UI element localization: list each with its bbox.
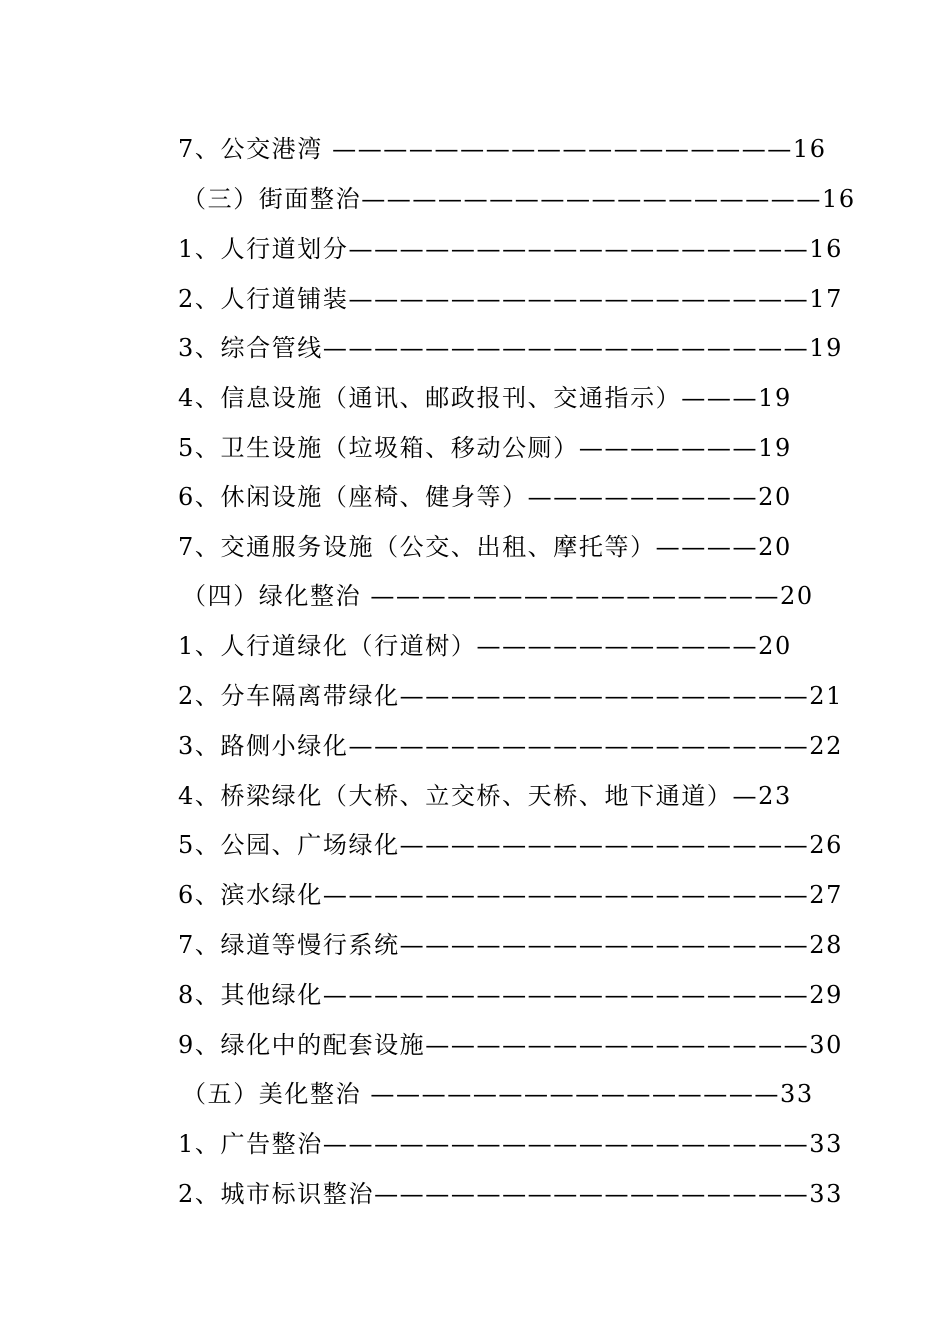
- toc-page-number: 17: [809, 285, 844, 313]
- toc-page-number: 23: [758, 782, 792, 810]
- toc-entry-title: 1、人行道划分: [178, 235, 349, 263]
- toc-page-number: 33: [780, 1080, 814, 1108]
- toc-leader: ———————: [578, 434, 759, 462]
- toc-section-heading[interactable]: [182, 184, 856, 214]
- toc-entry[interactable]: [178, 830, 843, 860]
- toc-leader: ———————————————————: [322, 881, 810, 909]
- toc-page-number: 16: [792, 135, 827, 163]
- toc-leader: ——————————————————: [348, 732, 810, 760]
- toc-page-number: 19: [809, 334, 844, 362]
- toc-leader: —————————: [527, 483, 759, 511]
- toc-leader: ————: [655, 533, 759, 561]
- toc-entry-title: 1、广告整治: [178, 1130, 323, 1158]
- toc-entry-title: 7、公交港湾: [178, 135, 323, 163]
- toc-entry[interactable]: [178, 532, 792, 562]
- toc-entry[interactable]: [178, 1030, 843, 1060]
- toc-entry[interactable]: [178, 383, 792, 413]
- toc-entry-title: 2、人行道铺装: [178, 285, 349, 313]
- toc-entry[interactable]: [178, 284, 843, 314]
- toc-page-number: 29: [809, 981, 844, 1009]
- toc-page-number: 20: [758, 632, 792, 660]
- toc-leader: ——————————————————: [322, 135, 793, 163]
- toc-page-number: 19: [758, 434, 792, 462]
- toc-page-number: 20: [758, 533, 792, 561]
- toc-page-number: 30: [809, 1031, 844, 1059]
- toc-section-heading[interactable]: [182, 1079, 814, 1109]
- toc-entry-title: （四）绿化整治: [182, 582, 362, 610]
- toc-entry-title: 9、绿化中的配套设施: [178, 1031, 426, 1059]
- toc-page-number: 28: [809, 931, 844, 959]
- toc-entry-title: 3、路侧小绿化: [178, 732, 349, 760]
- toc-entry-title: （三）街面整治: [182, 185, 362, 213]
- toc-page-number: 16: [822, 185, 856, 213]
- toc-entry[interactable]: [178, 333, 843, 363]
- toc-page-number: 33: [809, 1130, 844, 1158]
- toc-entry-title: 2、城市标识整治: [178, 1180, 375, 1208]
- toc-entry-title: 5、卫生设施（垃圾箱、移动公厕）: [178, 434, 579, 462]
- toc-leader: ——————————————————: [348, 235, 810, 263]
- toc-leader: ———: [681, 384, 759, 412]
- toc-leader: ———————————————: [425, 1031, 810, 1059]
- toc-entry-title: 2、分车隔离带绿化: [178, 682, 400, 710]
- toc-entry-title: 7、交通服务设施（公交、出租、摩托等）: [178, 533, 656, 561]
- toc-entry[interactable]: [178, 1129, 843, 1159]
- toc-entry[interactable]: [178, 134, 827, 164]
- toc-entry[interactable]: [178, 930, 843, 960]
- toc-leader: ————————————————: [361, 582, 781, 610]
- toc-leader: —————————————————: [374, 1180, 810, 1208]
- toc-page-number: 16: [809, 235, 844, 263]
- toc-leader: ————————————————: [399, 831, 810, 859]
- toc-leader: ———————————————————: [322, 981, 810, 1009]
- toc-page-number: 20: [758, 483, 792, 511]
- toc-page-number: 20: [780, 582, 814, 610]
- toc-entry[interactable]: [178, 482, 792, 512]
- toc-leader: ———————————————————: [322, 1130, 810, 1158]
- toc-entry-title: （五）美化整治: [182, 1080, 362, 1108]
- toc-leader: ——————————————————: [348, 285, 810, 313]
- toc-entry-title: 1、人行道绿化（行道树）: [178, 632, 477, 660]
- toc-page-number: 27: [809, 881, 844, 909]
- toc-leader: ———————————————————: [322, 334, 810, 362]
- toc-leader: ————————————————: [361, 1080, 781, 1108]
- toc-entry[interactable]: [178, 681, 843, 711]
- toc-leader: ————————————————: [399, 931, 810, 959]
- toc-entry-title: 5、公园、广场绿化: [178, 831, 400, 859]
- toc-entry-title: 4、桥梁绿化（大桥、立交桥、天桥、地下通道）: [178, 782, 733, 810]
- toc-leader: ———————————: [476, 632, 759, 660]
- toc-page-number: 26: [809, 831, 844, 859]
- toc-entry[interactable]: [178, 1179, 843, 1209]
- toc-entry[interactable]: [178, 781, 792, 811]
- toc-entry[interactable]: [178, 731, 843, 761]
- toc-entry-title: 7、绿道等慢行系统: [178, 931, 400, 959]
- toc-entry[interactable]: [178, 980, 843, 1010]
- toc-entry-title: 4、信息设施（通讯、邮政报刊、交通指示）: [178, 384, 682, 412]
- toc-leader: ————————————————: [399, 682, 810, 710]
- toc-page-number: 21: [809, 682, 844, 710]
- toc-entry-title: 6、休闲设施（座椅、健身等）: [178, 483, 528, 511]
- toc-entry-title: 6、滨水绿化: [178, 881, 323, 909]
- toc-section-heading[interactable]: [182, 581, 814, 611]
- toc-entry[interactable]: [178, 631, 792, 661]
- toc-page-number: 33: [809, 1180, 844, 1208]
- toc-entry[interactable]: [178, 433, 792, 463]
- toc-entry[interactable]: [178, 880, 843, 910]
- toc-entry-title: 3、综合管线: [178, 334, 323, 362]
- toc-leader: —: [732, 782, 759, 810]
- toc-leader: ——————————————————: [361, 185, 823, 213]
- toc-page-number: 19: [758, 384, 792, 412]
- toc-entry[interactable]: [178, 234, 843, 264]
- toc-page-number: 22: [809, 732, 844, 760]
- toc-entry-title: 8、其他绿化: [178, 981, 323, 1009]
